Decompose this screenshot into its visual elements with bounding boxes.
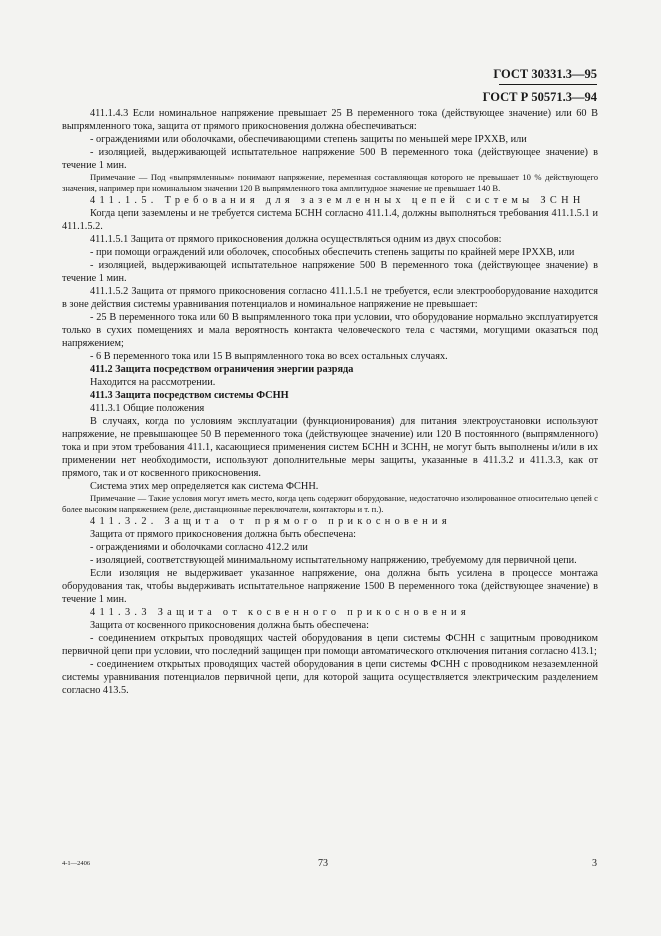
standard-code-secondary: ГОСТ Р 50571.3—94: [482, 90, 597, 104]
paragraph: Защита от прямого прикосновения должна быть обеспечена:: [90, 528, 357, 540]
list-item: - изоляцией, соответствующей минимальному испытательному напряжению, требуемому для первичной цепи.: [90, 554, 577, 566]
paragraph: Находится на рассмотрении.: [90, 376, 216, 388]
list-item: - при помощи ограждений или оболочек, способных обеспечить степень защиты по крайней мере IPXXB, или: [90, 246, 575, 258]
paragraph: Если изоляция не выдерживает указанное напряжение, она должна быть усилена в процессе монтажа оборудования так, чтобы выдерживать испытательное напряжение 1500 В переменного тока (действующее значение) в течение 1 мин.: [62, 567, 598, 605]
list-item: - соединением открытых проводящих частей оборудования в цепи системы ФСНН с проводником незаземленной системы уравнивания потенциалов первичной цепи, для которой защита осуществляется электрическим разделением согласно 413.5.: [62, 658, 598, 696]
clause-heading-411-3-2: 411.3.2. Защита от прямого прикосновения: [90, 515, 451, 527]
list-item: - 6 В переменного тока или 15 В выпрямленного тока во всех остальных случаях.: [90, 350, 448, 362]
paragraph: В случаях, когда по условиям эксплуатации (функционирования) для питания электроустановки используют напряжение, не превышающее 50 В переменного тока (действующее значение) или 120 В постоянного (выпрямленного) тока и при этом требования 411.1, касающиеся применения систем БСНН и ЗСНН, не могут быть выполнены и/или в их применении нет необходимости, используют дополнительные меры защиты, указанные в 411.3.2 и 411.3.3, как от прямого, так и от косвенного прикосновения.: [62, 415, 598, 479]
list-item: - 25 В переменного тока или 60 В выпрямленного тока при условии, что оборудование нормально эксплуатируется только в сухих помещениях и мала вероятность контакта человеческого тела с частями, могущими оказаться под напряжением;: [62, 311, 598, 349]
note: Примечание — Под «выпрямленным» понимают напряжение, переменная составляющая которого не превышает 10 % действующего значения, например при номинальном значении 120 В выпрямленного тока амплитудное значение не превышает 140 В.: [62, 172, 598, 193]
sheet-number: 3: [592, 858, 597, 869]
paragraph: Защита от косвенного прикосновения должна быть обеспечена:: [90, 619, 369, 631]
list-item: - изоляцией, выдерживающей испытательное напряжение 500 В переменного тока (действующее значение) в течение 1 мин.: [62, 147, 598, 171]
page-number: 73: [318, 858, 328, 869]
paragraph: Система этих мер определяется как система ФСНН.: [90, 480, 319, 492]
header-divider: [499, 84, 597, 85]
clause-heading-411-1-5: 411.1.5. Требования для заземленных цепей системы ЗСНН: [90, 194, 585, 206]
standard-code-primary: ГОСТ 30331.3—95: [493, 67, 597, 81]
paragraph: Когда цепи заземлены и не требуется система БСНН согласно 411.1.4, должны выполняться требования 411.1.5.1 и 411.1.5.2.: [62, 207, 598, 232]
document-body: [62, 107, 598, 697]
list-item: - ограждениями или оболочками, обеспечивающими степень защиты по меньшей мере IPXXB, или: [90, 134, 527, 145]
note: Примечание — Такие условия могут иметь место, когда цепь содержит оборудование, недостаточно изолированное относительно цепей с более высоким напряжением (реле, дистанционные переключатели, контакторы и т. п.).: [62, 492, 598, 514]
clause-411-1-5-2: 411.1.5.2 Защита от прямого прикосновения согласно 411.1.5.1 не требуется, если электрооборудование находится в зоне действия системы уравнивания потенциалов и номинальное напряжение не превышает:: [62, 285, 598, 310]
clause-411-1-4-3: 411.1.4.3 Если номинальное напряжение превышает 25 В переменного тока (действующее значение) или 60 В выпрямленного тока, защита от прямого прикосновения должна обеспечиваться:: [62, 108, 598, 132]
list-item: - изоляцией, выдерживающей испытательное напряжение 500 В переменного тока (действующее значение) в течение 1 мин.: [62, 259, 598, 284]
list-item: - ограждениями и оболочками согласно 412.2 или: [90, 541, 308, 553]
section-heading-411-3: 411.3 Защита посредством системы ФСНН: [90, 389, 289, 401]
list-item: - соединением открытых проводящих частей оборудования в цепи системы ФСНН с защитным проводником первичной цепи при условии, что последний защищен при помощи автоматического отключения питания согласно 413.1;: [62, 632, 598, 657]
clause-411-3-1: 411.3.1 Общие положения: [90, 402, 205, 414]
section-heading-411-2: 411.2 Защита посредством ограничения энергии разряда: [90, 363, 354, 375]
clause-heading-411-3-3: 411.3.3 Защита от косвенного прикосновения: [90, 606, 470, 618]
print-code: 4-1—2406: [62, 860, 91, 867]
clause-411-1-5-1: 411.1.5.1 Защита от прямого прикосновения должна осуществляться одним из двух способов:: [90, 233, 502, 245]
